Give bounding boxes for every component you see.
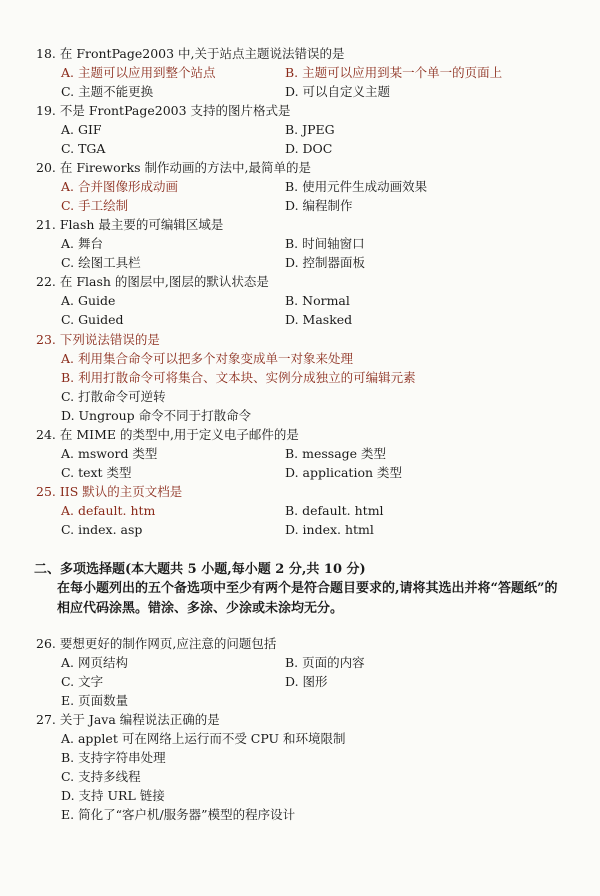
option-a: A. GIF bbox=[61, 122, 102, 137]
option-a: A. msword 类型 bbox=[61, 446, 158, 461]
option-b: B. message 类型 bbox=[285, 446, 387, 461]
option-d: D. 编程制作 bbox=[285, 198, 353, 213]
option-a: A. Guide bbox=[61, 293, 116, 308]
option-a: A. 主题可以应用到整个站点 bbox=[61, 65, 216, 80]
option-d: D. 支持 URL 链接 bbox=[61, 788, 165, 803]
option-c: C. 支持多线程 bbox=[61, 769, 141, 784]
question-stem: 20. 在 Fireworks 制作动画的方法中,最简单的是 bbox=[36, 160, 312, 175]
option-d: D. Ungroup 命令不同于打散命令 bbox=[61, 408, 252, 423]
option-b: B. JPEG bbox=[285, 122, 335, 137]
option-c: C. TGA bbox=[61, 141, 106, 156]
option-b: B. 时间轴窗口 bbox=[285, 236, 365, 251]
question-stem: 21. Flash 最主要的可编辑区域是 bbox=[36, 217, 224, 232]
question-25 bbox=[36, 482, 580, 539]
option-d: D. index. html bbox=[285, 522, 374, 537]
option-a: A. 舞台 bbox=[61, 236, 103, 251]
question-27 bbox=[36, 710, 580, 824]
question-19 bbox=[36, 101, 580, 158]
question-20 bbox=[36, 158, 580, 215]
option-d: D. Masked bbox=[285, 312, 353, 327]
option-e: E. 页面数量 bbox=[61, 693, 129, 708]
option-a: A. applet 可在网络上运行而不受 CPU 和环境限制 bbox=[61, 731, 346, 746]
option-b: B. Normal bbox=[285, 293, 350, 308]
option-c: C. 主题不能更换 bbox=[61, 84, 154, 99]
option-a: A. 利用集合命令可以把多个对象变成单一对象来处理 bbox=[61, 351, 353, 366]
question-stem: 22. 在 Flash 的图层中,图层的默认状态是 bbox=[36, 274, 269, 289]
question-stem: 25. IIS 默认的主页文档是 bbox=[36, 484, 183, 499]
option-a: A. 合并图像形成动画 bbox=[61, 179, 178, 194]
option-c: C. index. asp bbox=[61, 522, 143, 537]
question-18 bbox=[36, 44, 580, 101]
question-stem: 27. 关于 Java 编程说法正确的是 bbox=[36, 712, 220, 727]
question-stem: 19. 不是 FrontPage2003 支持的图片格式是 bbox=[36, 103, 291, 118]
question-23 bbox=[36, 330, 580, 425]
option-d: D. 图形 bbox=[285, 674, 328, 689]
option-c: C. 打散命令可逆转 bbox=[61, 389, 166, 404]
section-title: 二、多项选择题(本大题共 5 小题,每小题 2 分,共 10 分) bbox=[34, 562, 366, 577]
question-stem: 23. 下列说法错误的是 bbox=[36, 332, 160, 347]
option-a: A. default. htm bbox=[61, 503, 156, 518]
option-d: D. DOC bbox=[285, 141, 333, 156]
option-b: B. 主题可以应用到某一个单一的页面上 bbox=[285, 65, 503, 80]
option-d: D. application 类型 bbox=[285, 465, 402, 480]
question-stem: 26. 要想更好的制作网页,应注意的问题包括 bbox=[36, 636, 277, 651]
option-b: B. 页面的内容 bbox=[285, 655, 365, 670]
option-b: B. 利用打散命令可将集合、文本块、实例分成独立的可编辑元素 bbox=[61, 370, 416, 385]
option-b: B. 支持字符串处理 bbox=[61, 750, 166, 765]
option-e: E. 简化了“客户机/服务器”模型的程序设计 bbox=[61, 807, 296, 822]
question-26 bbox=[36, 634, 580, 710]
question-stem: 24. 在 MIME 的类型中,用于定义电子邮件的是 bbox=[36, 427, 299, 442]
option-a: A. 网页结构 bbox=[61, 655, 128, 670]
question-stem: 18. 在 FrontPage2003 中,关于站点主题说法错误的是 bbox=[36, 46, 345, 61]
option-b: B. default. html bbox=[285, 503, 384, 518]
option-d: D. 可以自定义主题 bbox=[285, 84, 391, 99]
option-c: C. 手工绘制 bbox=[61, 198, 129, 213]
question-22 bbox=[36, 272, 580, 329]
section-2-header bbox=[34, 560, 580, 619]
question-24 bbox=[36, 425, 580, 482]
option-d: D. 控制器面板 bbox=[285, 255, 366, 270]
option-c: C. Guided bbox=[61, 312, 124, 327]
option-b: B. 使用元件生成动画效果 bbox=[285, 179, 428, 194]
section-instructions: 在每小题列出的五个备选项中至少有两个是符合题目要求的,请将其选出并将“答题纸”的相应代码涂黑。错涂、多涂、少涂或未涂均无分。 bbox=[57, 581, 558, 616]
question-21 bbox=[36, 215, 580, 272]
option-c: C. 绘图工具栏 bbox=[61, 255, 141, 270]
option-c: C. text 类型 bbox=[61, 465, 132, 480]
option-c: C. 文字 bbox=[61, 674, 104, 689]
